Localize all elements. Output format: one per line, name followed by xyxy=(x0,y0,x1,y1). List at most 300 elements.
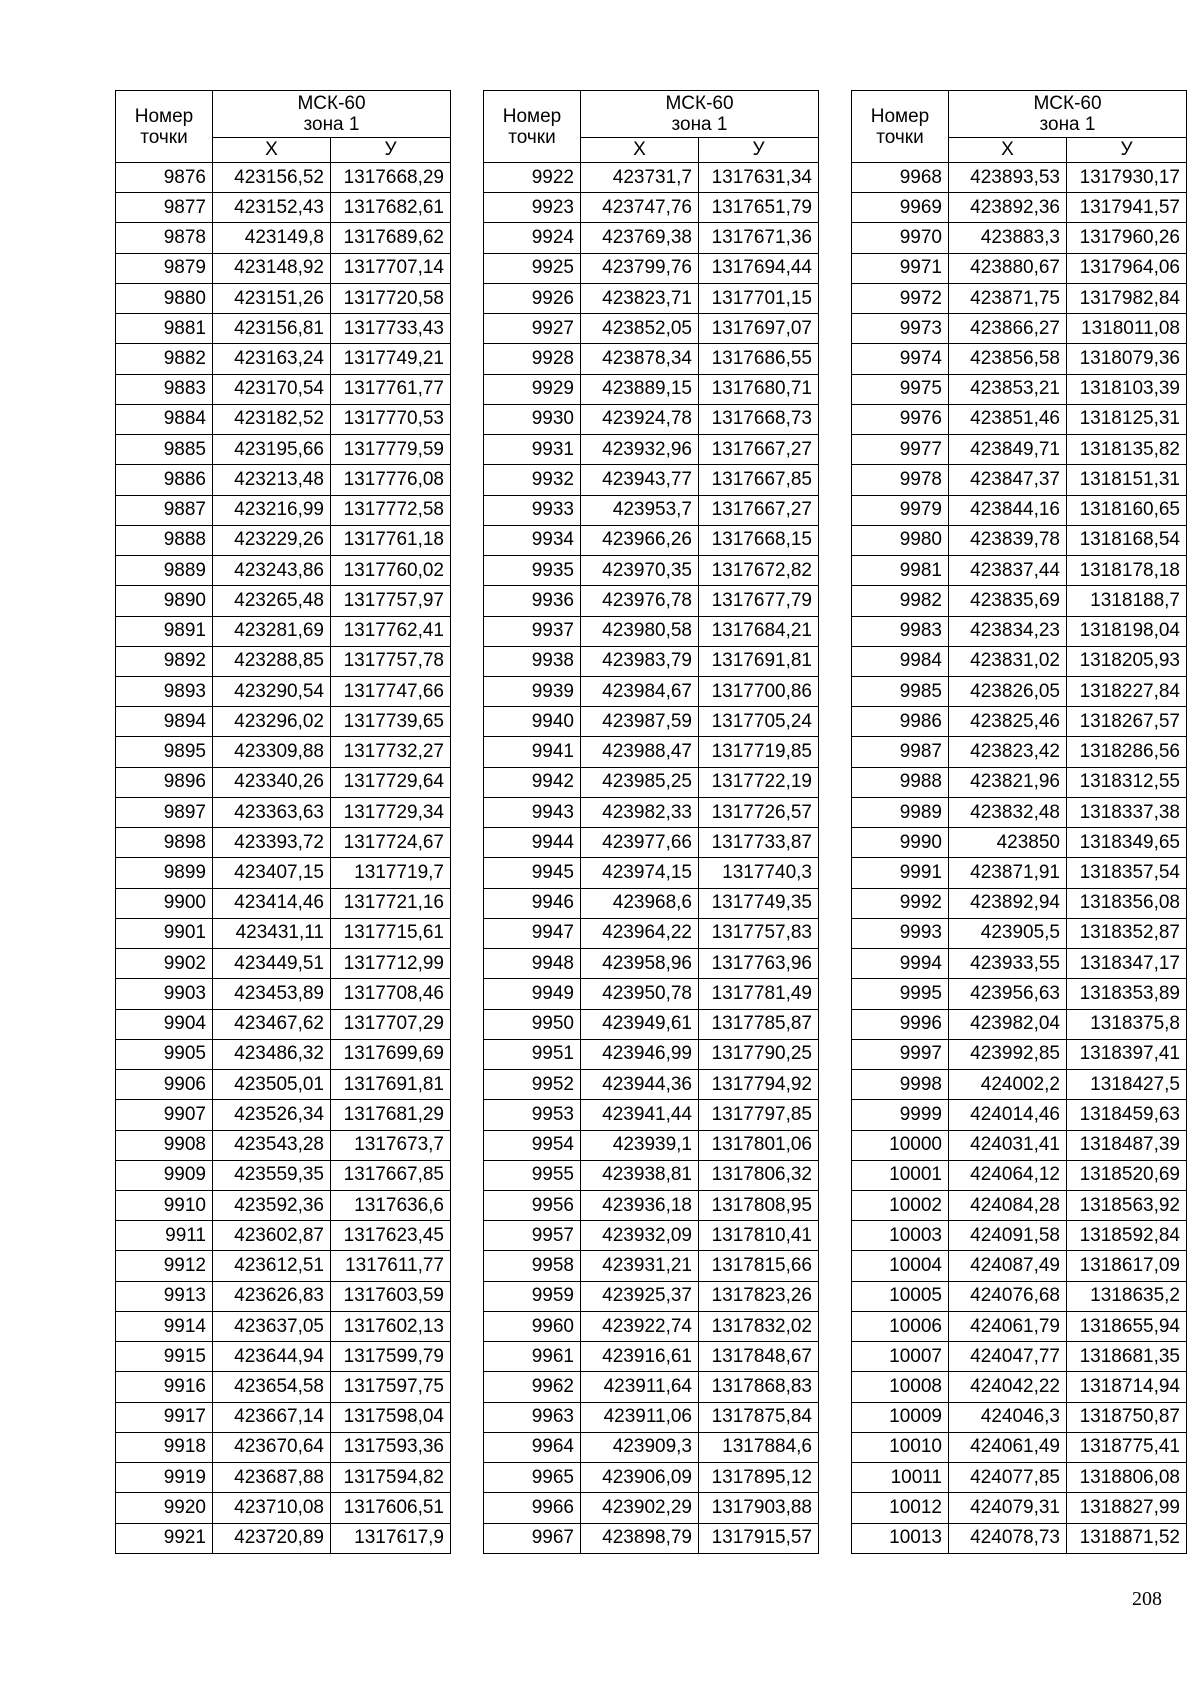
y-coordinate-cell: 1317611,77 xyxy=(331,1251,451,1281)
x-coordinate-cell: 423170,54 xyxy=(213,374,331,404)
point-number-cell: 9912 xyxy=(116,1251,213,1281)
y-coordinate-cell: 1317740,3 xyxy=(699,858,819,888)
table-row xyxy=(484,223,819,253)
y-coordinate-cell: 1317848,67 xyxy=(699,1342,819,1372)
x-coordinate-cell: 423823,42 xyxy=(949,737,1067,767)
table-row xyxy=(484,556,819,586)
table-row xyxy=(116,525,451,555)
x-coordinate-cell: 423964,22 xyxy=(581,918,699,948)
point-number-cell: 9995 xyxy=(852,979,949,1009)
point-number-cell: 10006 xyxy=(852,1311,949,1341)
point-number-cell: 9944 xyxy=(484,828,581,858)
x-coordinate-cell: 423911,64 xyxy=(581,1372,699,1402)
y-coordinate-cell: 1317884,6 xyxy=(699,1432,819,1462)
point-number-cell: 9981 xyxy=(852,556,949,586)
point-number-cell: 9907 xyxy=(116,1100,213,1130)
table-row xyxy=(852,1402,1187,1432)
y-coordinate-cell: 1318227,84 xyxy=(1067,676,1187,706)
y-coordinate-cell: 1318714,94 xyxy=(1067,1372,1187,1402)
coordinate-table xyxy=(851,90,1187,1554)
x-coordinate-cell: 423866,27 xyxy=(949,314,1067,344)
point-number-cell: 9929 xyxy=(484,374,581,404)
table-row xyxy=(484,435,819,465)
x-coordinate-cell: 423543,28 xyxy=(213,1130,331,1160)
point-number-cell: 10010 xyxy=(852,1432,949,1462)
point-number-cell: 10012 xyxy=(852,1493,949,1523)
point-number-cell: 9900 xyxy=(116,888,213,918)
table-row xyxy=(116,193,451,223)
point-number-cell: 9904 xyxy=(116,1009,213,1039)
y-coordinate-cell: 1317712,99 xyxy=(331,949,451,979)
table-row xyxy=(484,1160,819,1190)
point-number-header xyxy=(484,91,581,163)
table-row xyxy=(852,374,1187,404)
y-coordinate-cell: 1317593,36 xyxy=(331,1432,451,1462)
point-number-cell: 10011 xyxy=(852,1463,949,1493)
table-row xyxy=(116,495,451,525)
point-number-cell: 9984 xyxy=(852,646,949,676)
x-coordinate-cell: 423710,08 xyxy=(213,1493,331,1523)
x-coordinate-cell: 423826,05 xyxy=(949,676,1067,706)
table-row xyxy=(484,707,819,737)
y-coordinate-cell: 1317797,85 xyxy=(699,1100,819,1130)
x-coordinate-cell: 423970,35 xyxy=(581,556,699,586)
x-coordinate-cell: 423823,71 xyxy=(581,283,699,313)
point-number-header-line2: точки xyxy=(140,126,188,148)
table-row xyxy=(116,314,451,344)
point-number-cell: 9982 xyxy=(852,586,949,616)
point-number-cell: 9939 xyxy=(484,676,581,706)
point-number-cell: 10009 xyxy=(852,1402,949,1432)
y-coordinate-cell: 1318592,84 xyxy=(1067,1221,1187,1251)
coordinate-system-header xyxy=(949,91,1187,138)
table-row xyxy=(484,495,819,525)
x-coordinate-cell: 423747,76 xyxy=(581,193,699,223)
x-coordinate-cell: 423916,61 xyxy=(581,1342,699,1372)
x-coordinate-cell: 423835,69 xyxy=(949,586,1067,616)
table-row xyxy=(484,314,819,344)
x-coordinate-cell: 423856,58 xyxy=(949,344,1067,374)
point-number-cell: 9977 xyxy=(852,435,949,465)
table-row xyxy=(484,1130,819,1160)
x-coordinate-cell: 423851,46 xyxy=(949,404,1067,434)
x-coordinate-cell: 423933,55 xyxy=(949,949,1067,979)
y-coordinate-cell: 1317707,29 xyxy=(331,1009,451,1039)
y-coordinate-cell: 1317691,81 xyxy=(331,1070,451,1100)
table-row xyxy=(484,344,819,374)
y-coordinate-cell: 1318520,69 xyxy=(1067,1160,1187,1190)
y-coordinate-cell: 1317808,95 xyxy=(699,1190,819,1220)
x-coordinate-cell: 423968,6 xyxy=(581,888,699,918)
x-coordinate-cell: 423216,99 xyxy=(213,495,331,525)
table-row xyxy=(484,979,819,1009)
x-coordinate-cell: 424064,12 xyxy=(949,1160,1067,1190)
x-coordinate-cell: 423946,99 xyxy=(581,1039,699,1069)
y-coordinate-cell: 1317801,06 xyxy=(699,1130,819,1160)
y-coordinate-cell: 1318635,2 xyxy=(1067,1281,1187,1311)
point-number-cell: 9959 xyxy=(484,1281,581,1311)
table-row xyxy=(484,1463,819,1493)
point-number-cell: 9994 xyxy=(852,949,949,979)
table-row xyxy=(852,767,1187,797)
point-number-cell: 9967 xyxy=(484,1523,581,1553)
point-number-cell: 9901 xyxy=(116,918,213,948)
x-column-header: X xyxy=(581,138,699,163)
y-coordinate-cell: 1318125,31 xyxy=(1067,404,1187,434)
point-number-cell: 9909 xyxy=(116,1160,213,1190)
point-number-cell: 9916 xyxy=(116,1372,213,1402)
y-coordinate-cell: 1317732,27 xyxy=(331,737,451,767)
x-coordinate-cell: 423229,26 xyxy=(213,525,331,555)
table-row xyxy=(116,737,451,767)
y-coordinate-cell: 1318011,08 xyxy=(1067,314,1187,344)
y-coordinate-cell: 1317749,35 xyxy=(699,888,819,918)
point-number-cell: 9978 xyxy=(852,465,949,495)
point-number-cell: 10004 xyxy=(852,1251,949,1281)
x-coordinate-cell: 423909,3 xyxy=(581,1432,699,1462)
y-coordinate-cell: 1317761,77 xyxy=(331,374,451,404)
page-number: 208 xyxy=(1132,1588,1162,1610)
point-number-cell: 9884 xyxy=(116,404,213,434)
table-row xyxy=(116,253,451,283)
table-row xyxy=(852,435,1187,465)
point-number-cell: 9953 xyxy=(484,1100,581,1130)
point-number-cell: 9890 xyxy=(116,586,213,616)
y-coordinate-cell: 1318267,57 xyxy=(1067,707,1187,737)
point-number-cell: 9895 xyxy=(116,737,213,767)
table-row xyxy=(484,1251,819,1281)
x-coordinate-cell: 423340,26 xyxy=(213,767,331,797)
table-row xyxy=(484,1281,819,1311)
x-coordinate-cell: 423931,21 xyxy=(581,1251,699,1281)
point-number-cell: 9877 xyxy=(116,193,213,223)
point-number-header-line2: точки xyxy=(876,126,924,148)
table-row xyxy=(484,193,819,223)
x-coordinate-cell: 423825,46 xyxy=(949,707,1067,737)
y-coordinate-cell: 1317707,14 xyxy=(331,253,451,283)
table-row xyxy=(116,1432,451,1462)
coordinate-table xyxy=(483,90,819,1554)
coordinate-system-header xyxy=(581,91,819,138)
y-coordinate-cell: 1317673,7 xyxy=(331,1130,451,1160)
table-row xyxy=(116,223,451,253)
y-coordinate-cell: 1317667,27 xyxy=(699,495,819,525)
x-coordinate-cell: 423878,34 xyxy=(581,344,699,374)
table-row xyxy=(852,1372,1187,1402)
y-coordinate-cell: 1317667,85 xyxy=(699,465,819,495)
point-number-cell: 9924 xyxy=(484,223,581,253)
y-coordinate-cell: 1317719,7 xyxy=(331,858,451,888)
point-number-cell: 9885 xyxy=(116,435,213,465)
y-coordinate-cell: 1317810,41 xyxy=(699,1221,819,1251)
point-number-cell: 9974 xyxy=(852,344,949,374)
table-row xyxy=(852,1311,1187,1341)
point-number-cell: 9966 xyxy=(484,1493,581,1523)
point-number-cell: 9973 xyxy=(852,314,949,344)
table-row xyxy=(484,465,819,495)
table-row xyxy=(484,586,819,616)
point-number-cell: 9942 xyxy=(484,767,581,797)
y-coordinate-cell: 1317815,66 xyxy=(699,1251,819,1281)
y-coordinate-cell: 1318205,93 xyxy=(1067,646,1187,676)
point-number-cell: 9979 xyxy=(852,495,949,525)
table-row xyxy=(852,586,1187,616)
x-coordinate-cell: 423592,36 xyxy=(213,1190,331,1220)
y-coordinate-cell: 1317875,84 xyxy=(699,1402,819,1432)
table-row xyxy=(116,616,451,646)
table-row xyxy=(852,1523,1187,1553)
x-coordinate-cell: 424076,68 xyxy=(949,1281,1067,1311)
x-coordinate-cell: 423953,7 xyxy=(581,495,699,525)
y-coordinate-cell: 1318079,36 xyxy=(1067,344,1187,374)
y-coordinate-cell: 1317617,9 xyxy=(331,1523,451,1553)
x-coordinate-cell: 423956,63 xyxy=(949,979,1067,1009)
x-coordinate-cell: 423932,96 xyxy=(581,435,699,465)
x-coordinate-cell: 423980,58 xyxy=(581,616,699,646)
y-coordinate-cell: 1317668,29 xyxy=(331,163,451,193)
point-number-cell: 9928 xyxy=(484,344,581,374)
x-coordinate-cell: 423831,02 xyxy=(949,646,1067,676)
point-number-cell: 9883 xyxy=(116,374,213,404)
table-row xyxy=(116,1221,451,1251)
y-coordinate-cell: 1317960,26 xyxy=(1067,223,1187,253)
x-coordinate-cell: 423984,67 xyxy=(581,676,699,706)
x-coordinate-cell: 423821,96 xyxy=(949,767,1067,797)
y-coordinate-cell: 1317602,13 xyxy=(331,1311,451,1341)
y-coordinate-cell: 1317823,26 xyxy=(699,1281,819,1311)
x-coordinate-cell: 423834,23 xyxy=(949,616,1067,646)
point-number-cell: 9886 xyxy=(116,465,213,495)
table-row xyxy=(852,737,1187,767)
x-coordinate-cell: 423924,78 xyxy=(581,404,699,434)
x-coordinate-cell: 424031,41 xyxy=(949,1130,1067,1160)
point-number-cell: 10005 xyxy=(852,1281,949,1311)
table-row xyxy=(116,404,451,434)
x-coordinate-cell: 423844,16 xyxy=(949,495,1067,525)
x-coordinate-cell: 423431,11 xyxy=(213,918,331,948)
y-coordinate-cell: 1318188,7 xyxy=(1067,586,1187,616)
point-number-cell: 9951 xyxy=(484,1039,581,1069)
point-number-cell: 9988 xyxy=(852,767,949,797)
y-coordinate-cell: 1317720,58 xyxy=(331,283,451,313)
point-number-cell: 9940 xyxy=(484,707,581,737)
y-coordinate-cell: 1317781,49 xyxy=(699,979,819,1009)
y-coordinate-cell: 1317631,34 xyxy=(699,163,819,193)
y-coordinate-cell: 1317699,69 xyxy=(331,1039,451,1069)
y-coordinate-cell: 1317623,45 xyxy=(331,1221,451,1251)
y-coordinate-cell: 1317597,75 xyxy=(331,1372,451,1402)
x-coordinate-cell: 423889,15 xyxy=(581,374,699,404)
y-column-header: У xyxy=(1067,138,1187,163)
x-coordinate-cell: 423938,81 xyxy=(581,1160,699,1190)
point-number-cell: 9896 xyxy=(116,767,213,797)
table-row xyxy=(116,556,451,586)
y-coordinate-cell: 1317667,85 xyxy=(331,1160,451,1190)
y-coordinate-cell: 1317667,27 xyxy=(699,435,819,465)
point-number-cell: 9881 xyxy=(116,314,213,344)
y-coordinate-cell: 1318160,65 xyxy=(1067,495,1187,525)
point-number-cell: 9970 xyxy=(852,223,949,253)
point-number-cell: 9910 xyxy=(116,1190,213,1220)
y-coordinate-cell: 1317724,67 xyxy=(331,828,451,858)
y-coordinate-cell: 1317672,82 xyxy=(699,556,819,586)
x-coordinate-cell: 423892,36 xyxy=(949,193,1067,223)
x-coordinate-cell: 423880,67 xyxy=(949,253,1067,283)
x-coordinate-cell: 423363,63 xyxy=(213,797,331,827)
table-row xyxy=(484,163,819,193)
y-coordinate-cell: 1317668,73 xyxy=(699,404,819,434)
x-coordinate-cell: 424047,77 xyxy=(949,1342,1067,1372)
point-number-cell: 9878 xyxy=(116,223,213,253)
y-coordinate-cell: 1317779,59 xyxy=(331,435,451,465)
point-number-cell: 9958 xyxy=(484,1251,581,1281)
x-coordinate-cell: 423486,32 xyxy=(213,1039,331,1069)
zone-label: зона 1 xyxy=(1039,114,1096,135)
table-row xyxy=(116,1463,451,1493)
x-coordinate-cell: 424078,73 xyxy=(949,1523,1067,1553)
point-number-cell: 9903 xyxy=(116,979,213,1009)
point-number-cell: 9952 xyxy=(484,1070,581,1100)
y-coordinate-cell: 1318349,65 xyxy=(1067,828,1187,858)
table-row xyxy=(116,1311,451,1341)
y-coordinate-cell: 1317760,02 xyxy=(331,556,451,586)
table-row xyxy=(116,1281,451,1311)
x-coordinate-cell: 424084,28 xyxy=(949,1190,1067,1220)
table-row xyxy=(852,465,1187,495)
point-number-cell: 9926 xyxy=(484,283,581,313)
table-row xyxy=(484,283,819,313)
table-row xyxy=(484,767,819,797)
y-coordinate-cell: 1318135,82 xyxy=(1067,435,1187,465)
x-coordinate-cell: 423731,7 xyxy=(581,163,699,193)
point-number-cell: 9999 xyxy=(852,1100,949,1130)
table-row xyxy=(484,676,819,706)
y-coordinate-cell: 1317762,41 xyxy=(331,616,451,646)
y-coordinate-cell: 1317806,32 xyxy=(699,1160,819,1190)
table-row xyxy=(852,163,1187,193)
table-row xyxy=(852,888,1187,918)
table-row xyxy=(116,163,451,193)
y-coordinate-cell: 1317684,21 xyxy=(699,616,819,646)
point-number-cell: 9922 xyxy=(484,163,581,193)
table-row xyxy=(116,435,451,465)
table-row xyxy=(852,283,1187,313)
y-coordinate-cell: 1318459,63 xyxy=(1067,1100,1187,1130)
table-row xyxy=(852,344,1187,374)
table-row xyxy=(116,1251,451,1281)
table-row xyxy=(852,1251,1187,1281)
table-row xyxy=(852,1342,1187,1372)
y-coordinate-cell: 1317726,57 xyxy=(699,797,819,827)
x-coordinate-cell: 423853,21 xyxy=(949,374,1067,404)
table-row xyxy=(116,1523,451,1553)
x-coordinate-cell: 423943,77 xyxy=(581,465,699,495)
y-coordinate-cell: 1317903,88 xyxy=(699,1493,819,1523)
table-row xyxy=(116,676,451,706)
coordinate-system-label: МСК-60 xyxy=(297,93,366,114)
x-coordinate-cell: 423941,44 xyxy=(581,1100,699,1130)
x-coordinate-cell: 423393,72 xyxy=(213,828,331,858)
y-coordinate-cell: 1318337,38 xyxy=(1067,797,1187,827)
point-number-cell: 9933 xyxy=(484,495,581,525)
x-coordinate-cell: 423288,85 xyxy=(213,646,331,676)
table-row xyxy=(484,888,819,918)
table-row xyxy=(116,646,451,676)
y-coordinate-cell: 1317794,92 xyxy=(699,1070,819,1100)
x-coordinate-cell: 423720,89 xyxy=(213,1523,331,1553)
x-coordinate-cell: 424091,58 xyxy=(949,1221,1067,1251)
table-row xyxy=(852,1100,1187,1130)
y-coordinate-cell: 1317868,83 xyxy=(699,1372,819,1402)
point-number-cell: 9917 xyxy=(116,1402,213,1432)
point-number-cell: 9946 xyxy=(484,888,581,918)
point-number-cell: 9996 xyxy=(852,1009,949,1039)
y-coordinate-cell: 1318617,09 xyxy=(1067,1251,1187,1281)
point-number-cell: 9964 xyxy=(484,1432,581,1462)
point-number-header-line1: Номер xyxy=(502,105,562,127)
table-row xyxy=(116,1100,451,1130)
y-coordinate-cell: 1317603,59 xyxy=(331,1281,451,1311)
y-coordinate-cell: 1318397,41 xyxy=(1067,1039,1187,1069)
table-row xyxy=(852,193,1187,223)
table-row xyxy=(484,646,819,676)
y-coordinate-cell: 1318353,89 xyxy=(1067,979,1187,1009)
x-coordinate-cell: 424061,49 xyxy=(949,1432,1067,1462)
y-coordinate-cell: 1318750,87 xyxy=(1067,1402,1187,1432)
table-row xyxy=(852,1221,1187,1251)
y-coordinate-cell: 1317739,65 xyxy=(331,707,451,737)
point-number-cell: 9990 xyxy=(852,828,949,858)
coordinate-table xyxy=(115,90,451,1554)
point-number-header xyxy=(852,91,949,163)
table-row xyxy=(852,1190,1187,1220)
table-row xyxy=(484,1190,819,1220)
table-row xyxy=(852,1070,1187,1100)
x-coordinate-cell: 423985,25 xyxy=(581,767,699,797)
y-coordinate-cell: 1317721,16 xyxy=(331,888,451,918)
y-coordinate-cell: 1318427,5 xyxy=(1067,1070,1187,1100)
point-number-cell: 9911 xyxy=(116,1221,213,1251)
table-row xyxy=(116,1493,451,1523)
point-number-cell: 9876 xyxy=(116,163,213,193)
point-number-cell: 9962 xyxy=(484,1372,581,1402)
y-coordinate-cell: 1317697,07 xyxy=(699,314,819,344)
x-coordinate-cell: 423939,1 xyxy=(581,1130,699,1160)
point-number-cell: 9899 xyxy=(116,858,213,888)
point-number-cell: 9894 xyxy=(116,707,213,737)
point-number-cell: 9892 xyxy=(116,646,213,676)
y-coordinate-cell: 1317915,57 xyxy=(699,1523,819,1553)
point-number-cell: 9975 xyxy=(852,374,949,404)
y-coordinate-cell: 1317964,06 xyxy=(1067,253,1187,283)
point-number-cell: 9935 xyxy=(484,556,581,586)
x-coordinate-cell: 423932,09 xyxy=(581,1221,699,1251)
table-row xyxy=(852,1009,1187,1039)
table-row xyxy=(852,676,1187,706)
point-number-cell: 9963 xyxy=(484,1402,581,1432)
y-coordinate-cell: 1317682,61 xyxy=(331,193,451,223)
table-row xyxy=(852,828,1187,858)
x-coordinate-cell: 423602,87 xyxy=(213,1221,331,1251)
point-number-cell: 9931 xyxy=(484,435,581,465)
x-coordinate-cell: 423977,66 xyxy=(581,828,699,858)
y-coordinate-cell: 1317594,82 xyxy=(331,1463,451,1493)
point-number-header-line2: точки xyxy=(508,126,556,148)
x-coordinate-cell: 423925,37 xyxy=(581,1281,699,1311)
x-coordinate-cell: 423449,51 xyxy=(213,949,331,979)
x-coordinate-cell: 423944,36 xyxy=(581,1070,699,1100)
x-coordinate-cell: 423182,52 xyxy=(213,404,331,434)
